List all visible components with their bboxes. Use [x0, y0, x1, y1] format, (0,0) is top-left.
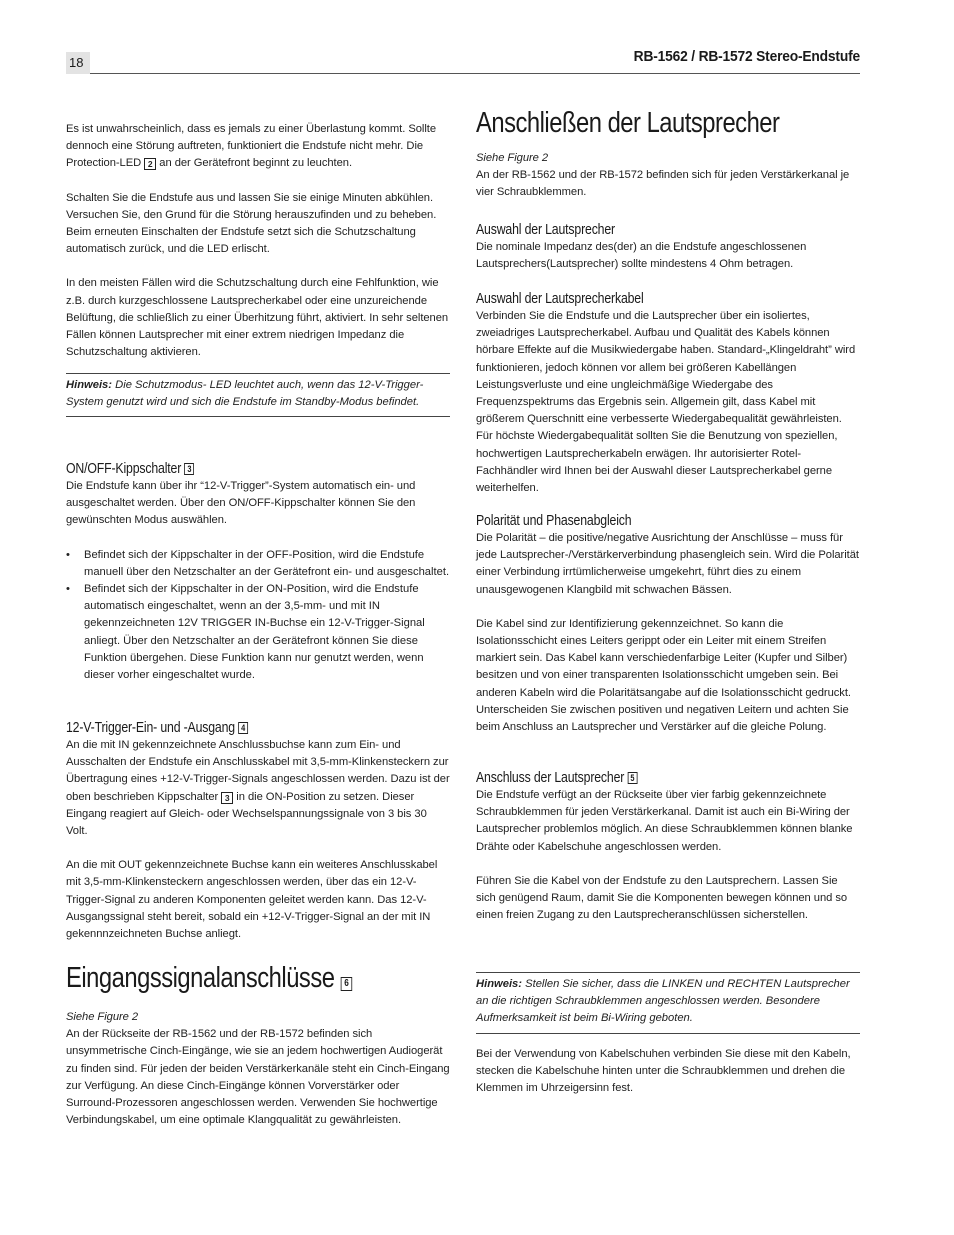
trigger-paragraph-1: An die mit IN gekennzeichnete Anschlussbuchse kann zum Ein- und Ausschalten der Endstufe ein Anschlusskabel mit 3,5-mm-Klinkensteckern zur Übertragung eines +12-V-Trigger-Signals angeschlossen werden. Dazu ist der oben beschrieben Kippschalter 3 in die ON-Position zu setzen. Dieser Eingang reagiert auf Gleich- oder Wechselspannungssignale von 3 bis 30 Volt. [66, 739, 450, 838]
speaker-figure-ref: Siehe Figure 2 [476, 152, 549, 164]
intro-paragraph-2: Schalten Sie die Endstufe aus und lassen Sie sie einige Minuten abkühlen. Versuchen Sie, den Grund für die Störung herauszufinden und zu beheben. Beim erneuten Einschalten der Endstufe setzt sich die Schutzschaltung automatisch zurück, und die LED erlischt. [66, 191, 437, 256]
trigger-section [66, 718, 450, 943]
connection-heading: Anschluss der Lautsprecher 5 [476, 768, 791, 787]
note-label: Hinweis: [476, 978, 523, 990]
onoff-paragraph: Die Endstufe kann über ihr “12-V-Trigger”-System automatisch ein- und ausgeschaltet werden. Über den ON/OFF-Kippschalter können Sie den gewünschten Modus auswählen. [66, 480, 416, 527]
note-label: Hinweis: [66, 379, 113, 391]
ref-number-box: 3 [221, 792, 233, 804]
onoff-heading: ON/OFF-Kippschalter 3 [66, 459, 381, 478]
note-text: Stellen Sie sicher, dass die LINKEN und RECHTEN Lautsprecher an die richtigen Schraubklemmen angeschlossen werden. Besondere Aufmerksamkeit ist beim Bi-Wiring geboten. [476, 978, 850, 1025]
note-text: Die Schutzmodus- LED leuchtet auch, wenn das 12-V-Trigger-System genutzt wird und sich die Endstufe im Standby-Modus befindet. [66, 379, 424, 409]
header-rule [90, 73, 860, 74]
ref-number-box: 3 [184, 463, 194, 475]
connection-paragraph-2: Führen Sie die Kabel von der Endstufe zu den Lautsprechern. Lassen Sie sich genügend Raum, damit Sie die Komponenten bewegen können und so einen freien Zugang zu den Lautsprecheranschlüssen sicherstellen. [476, 874, 848, 922]
trigger-heading: 12-V-Trigger-Ein- und -Ausgang 4 [66, 718, 381, 737]
list-item: • Befindet sich der Kippschalter in der OFF-Position, wird die Endstufe manuell über den Netzschalter an der Gerätefront ein- und ausgeschaltet. [66, 547, 450, 581]
speaker-selection-heading: Auswahl der Lautsprecher [476, 221, 615, 238]
input-paragraph: An der Rückseite der RB-1562 und der RB-1572 befinden sich unsymmetrische Cinch-Eingänge, wie sie an jedem hochwertigen Audiogerät zu finden sind. Für jeden der beiden Verstärkerkanäle steht ein Cinch-Eingang zur Verfügung. An diese Cinch-Eingänge können Vorverstärker oder Surround-Prozessoren angeschlossen werden. Verwenden Sie hochwertige Verbindungskabel, um eine optimale Klangqualität zu gewährleisten. [66, 1028, 450, 1127]
ref-number-box: 4 [238, 722, 248, 734]
intro-paragraph-1: Es ist unwahrscheinlich, dass es jemals zu einer Überlastung kommt. Sollte dennoch eine Störung auftreten, funktioniert die Endstufe nicht mehr. Die Protection-LED 2 an der Gerätefront beginnt zu leuchten. [66, 123, 437, 170]
ref-number-box: 5 [627, 772, 637, 784]
intro-section [66, 121, 450, 361]
cable-heading: Auswahl der Lautsprecherkabel [476, 290, 644, 307]
polarity-heading: Polarität und Phasenabgleich [476, 512, 632, 529]
list-item: • Befindet sich der Kippschalter in der ON-Position, wird die Endstufe automatisch eingeschaltet, wenn an der 3,5-mm- und mit IN gekennzeichneten 12V TRIGGER IN-Buchse ein 12-V-Trigger-Signal anliegt. Über den Netzschalter an der Gerätefront können Sie diese Funktion übergehen. Diese Funktion kann nur genutzt werden, wenn dieser vorher eingeschaltet wurde. [66, 581, 450, 684]
cable-lug-paragraph: Bei der Verwendung von Kabelschuhen verbinden Sie diese mit den Kabeln, stecken die Kabelschuhe hinten unter die Schraubklemmen und drehen die Klemmen im Uhrzeigersinn fest. [476, 1048, 851, 1095]
polarity-paragraph-2: Die Kabel sind zur Identifizierung gekennzeichnet. So kann die Isolationsschicht eines Leiters gerippt oder ein Leiter mit einem Streifen markiert sein. Das Kabel kann verschiedenfarbige Leiter (Kupfer und Silber) besitzen und von einer transparenten Isolationsschicht umgeben sein. Bei anderen Kabeln wird die Polaritätsangabe auf die Isolationsschicht gedruckt. Unterscheiden Sie zwischen positiven und negativen Leitern und achten Sie beim Anschluss an Lautsprecher und Verstärker auf die gleiche Polung. [476, 617, 851, 734]
cable-paragraph: Verbinden Sie die Endstufe und die Lautsprecher über ein isoliertes, zweiadriges Lautsprecherkabel. Aufbau und Qualität des Kabels können hörbare Effekte auf die Musikwiedergabe haben. Standard-„Klingeldraht” wird funktionieren, jedoch können vor allem bei größeren Kabellängen Leistungsverluste und eine ungleichmäßige Wiedergabe des Frequenzspektrums das Ergebnis sein. Allgemein gilt, dass Kabel mit größerem Querschnitt eine verbesserte Wiedergabequalität gewährleisten. Für höchste Wiedergabequalität sollten Sie die Benutzung von speziellen, hochwertigen Lautsprecherkabeln erwägen. Ihr autorisierter Rotel-Fachhändler wird Ihnen bei der Auswahl dieser Lautsprecherkabel gerne weiterhelfen. [476, 310, 856, 495]
intro-paragraph-3: In den meisten Fällen wird die Schutzschaltung durch eine Fehlfunktion, wie z.B. durch kurzgeschlossene Lautsprecherkabel oder eine unzureichende Belüftung, die schließlich zu einer Überhitzung führt, aktiviert. In sehr seltenen Fällen können Lautsprecher mit einer extrem niedrigen Impedanz die Schutzschaltung aktivieren. [66, 277, 449, 359]
speaker-main-heading: Anschließen der Lautsprecher [476, 107, 780, 139]
speaker-main-section [476, 107, 860, 202]
polarity-paragraph-1: Die Polarität – die positive/negative Ausrichtung der Anschlüsse – muss für jede Lautsprecher-/Verstärkerverbindung phasengleich sein. Wird die Polarität einer Verbindung irrtümlicherweise umgekehrt, führt dies zu einem unausgewogenen Klangbild mit schwachen Bässen. [476, 532, 859, 596]
input-figure-ref: Siehe Figure 2 [66, 1011, 139, 1023]
note-box-wiring [476, 972, 860, 1034]
ref-number-box: 2 [144, 158, 156, 170]
trigger-paragraph-2: An die mit OUT gekennzeichnete Buchse kann ein weiteres Anschlusskabel mit 3,5-mm-Klinkensteckern angeschlossen werden, über das ein 12-V-Trigger-Signal zu anderen Komponenten geleitet werden kann. Das 12-V-Ausgangssignal steht bereit, sobald ein +12-V-Trigger-Signal an der mit IN gekennnzeichneten Buchse anliegt. [66, 859, 438, 941]
header-title: RB-1562 / RB-1572 Stereo-Endstufe [633, 48, 860, 65]
speaker-main-paragraph: An der RB-1562 und der RB-1572 befinden sich für jeden Verstärkerkanal je vier Schraubklemmen. [476, 169, 850, 199]
note-box-protection [66, 373, 450, 417]
onoff-section [66, 459, 450, 684]
polarity-section [476, 511, 860, 736]
connection-section [476, 768, 860, 924]
onoff-bullet-list [66, 547, 450, 685]
page-number: 18 [66, 52, 90, 74]
cable-lug-section [476, 1046, 860, 1098]
input-heading: Eingangssignalanschlüsse 6 [66, 962, 381, 995]
connection-paragraph-1: Die Endstufe verfügt an der Rückseite über vier farbig gekennzeichnete Schraubklemmen für jeden Verstärkerkanal. Damit ist auch ein Bi-Wiring der Lautsprecher problemlos möglich. An diese Schraubklemmen können blanke Drähte oder Kabelschuhe angeschlossen werden. [476, 789, 853, 853]
speaker-selection-section [476, 220, 860, 273]
input-section [66, 962, 450, 1129]
cable-section [476, 289, 860, 497]
speaker-selection-paragraph: Die nominale Impedanz des(der) an die Endstufe angeschlossenen Lautsprechers(Lautsprecher) sollte mindestens 4 Ohm betragen. [476, 241, 807, 271]
ref-number-box: 6 [341, 977, 352, 991]
